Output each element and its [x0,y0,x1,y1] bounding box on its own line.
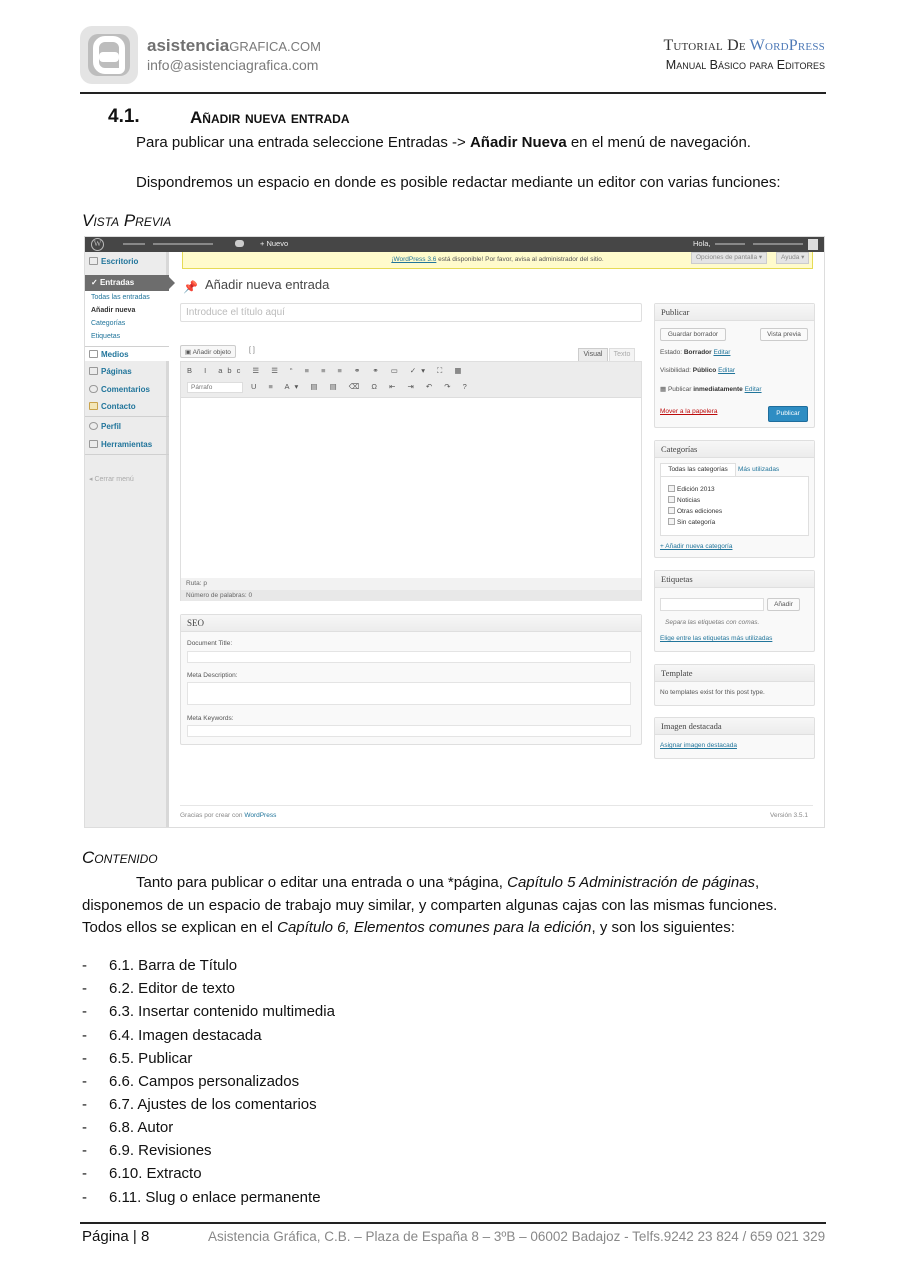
sidebar-item-tools[interactable] [89,440,152,449]
toolbar-row-2[interactable]: U ≡ A▾ ▤ ▤ ⌫ Ω ⇤ ⇥ ↶ ↷ ? [251,382,472,391]
tag-input[interactable] [660,598,764,611]
schedule-value: inmediatamente [693,386,743,393]
blurred-site-name [123,243,145,245]
list-bullet: - [82,1050,87,1067]
publish-button[interactable]: Publicar [768,406,808,422]
category-item[interactable] [668,496,700,504]
wp-footer-credit [180,812,276,819]
sidebar-item-dashboard[interactable] [89,257,138,266]
add-media-button[interactable] [180,345,236,358]
add-media-label: Añadir objeto [192,349,231,356]
checkbox[interactable] [668,518,675,525]
content-heading: Contenido [82,848,158,867]
wp-footer-divider [180,805,813,806]
post-title-input[interactable]: Introduce el título aquí [180,303,642,322]
section-title: Añadir nueva entrada [190,108,350,127]
sidebar-item-profile[interactable] [89,422,121,431]
toolbar-row-1[interactable]: B I abc ☰ ☰ “ ≡ ≡ ≡ ⚭ ⚭ ▭ ✓▾ ⛶ ▦ [187,366,467,375]
category-item[interactable] [668,507,722,515]
submenu-tags[interactable]: Etiquetas [91,333,121,340]
intro-text: Para publicar una entrada seleccione Entradas -> [136,134,470,151]
help-button[interactable]: Ayuda ▾ [776,252,809,264]
content-text: , [755,874,760,891]
chapter-6-reference: Capítulo 6, Elementos comunes para la edición [277,919,592,936]
contact-icon [89,402,98,410]
tab-most-used[interactable]: Más utilizadas [738,466,780,473]
list-bullet: - [82,1189,87,1206]
sidebar-item-comments[interactable] [89,385,150,394]
meta-description-input[interactable] [187,682,631,705]
pin-icon: ✓ [91,278,100,287]
doc-title [663,37,825,55]
tags-box [654,570,815,652]
format-select[interactable]: Párrafo [187,382,243,393]
tools-icon [89,440,98,448]
new-content-button[interactable]: + Nuevo [260,239,289,248]
tab-text[interactable]: Texto [609,348,635,361]
publish-box-title: Publicar [655,304,814,321]
trash-label: Mover a la papelera [660,408,718,415]
home-icon [89,257,98,265]
checkbox[interactable] [668,496,675,503]
list-bullet: - [82,980,87,997]
meta-description-label: Meta Description: [187,672,238,679]
wordpress-logo-icon[interactable]: W [91,238,104,251]
submenu-add-new[interactable]: Añadir nueva [91,307,136,314]
profile-icon [89,422,98,430]
sidebar-item-media[interactable] [89,350,129,359]
content-paragraph-line1 [136,874,826,891]
blurred-username-2 [753,243,803,245]
brand-rest: GRAFICA.COM [229,39,321,54]
wp-page-title: Añadir nueva entrada [205,277,330,292]
seo-box [180,614,642,745]
template-box [654,664,815,706]
sidebar-label: Perfil [101,422,122,431]
choose-tags-link[interactable]: Elige entre las etiquetas más utilizadas [660,635,773,642]
status-value: Borrador [683,349,712,356]
doc-subtitle: Manual Básico para Editores [665,58,825,72]
sidebar-item-pages[interactable] [89,367,132,376]
sidebar-divider [85,454,169,455]
admin-sidebar [85,252,169,828]
list-item: 6.11. Slug o enlace permanente [109,1189,321,1206]
add-tag-button[interactable]: Añadir [767,598,800,611]
doc-title-brand: WordPress [749,37,825,54]
sidebar-label: Medios [101,350,129,359]
content-paragraph-line3 [82,919,735,936]
blurred-updates [153,243,213,245]
tab-visual[interactable]: Visual [578,348,608,361]
schedule-label: Publicar [667,386,694,393]
word-count: Número de palabras: 0 [181,590,641,601]
list-bullet: - [82,1027,87,1044]
editor-toolbar [181,362,641,398]
list-item: 6.10. Extracto [109,1165,202,1182]
blurred-username [715,243,745,245]
footer-divider [80,1222,826,1224]
seo-box-title: SEO [181,615,641,632]
sidebar-item-posts[interactable] [85,275,169,291]
list-item: 6.8. Autor [109,1119,174,1136]
doc-title-prefix: Tutorial De [663,37,750,54]
greeting[interactable]: Hola, [693,239,711,248]
content-text: Tanto para publicar o editar una entrada o una *página, [136,874,508,891]
list-item: 6.1. Barra de Título [109,957,238,974]
screen-options-button[interactable]: Opciones de pantalla ▾ [691,252,767,264]
tags-hint: Separa las etiquetas con comas. [665,619,760,626]
category-label: Noticias [677,497,701,504]
schedule-row [660,385,762,393]
collapse-label: Cerrar menú [94,476,134,483]
notice-text: está disponible! Por favor, avisa al administrador del sitio. [436,256,604,263]
list-item: 6.6. Campos personalizados [109,1073,300,1090]
footer-credit-text: Gracias por crear con [180,812,245,819]
sidebar-label: Páginas [101,367,132,376]
section-number: 4.1. [108,106,140,127]
calendar-icon: ▦ [660,386,668,393]
set-featured-image-link[interactable]: Asignar imagen destacada [660,742,737,749]
pushpin-icon: 📌 [183,280,198,294]
category-label: Otras ediciones [677,508,723,515]
list-item: 6.4. Imagen destacada [109,1027,262,1044]
collapse-menu[interactable] [89,475,134,483]
category-list [660,476,809,536]
brand-bold: asistencia [147,36,230,55]
chapter-5-reference: Capítulo 5 Administración de páginas [507,874,756,891]
list-bullet: - [82,1142,87,1159]
add-category-link[interactable]: + Añadir nueva categoría [660,543,733,550]
intro-bold: Añadir Nueva [469,134,567,151]
status-row [660,349,730,356]
collapse-icon: ◂ [89,476,95,483]
media-icon [89,350,98,358]
sidebar-label: Contacto [101,402,136,411]
template-box-title: Template [655,665,814,682]
featured-image-box-title: Imagen destacada [655,718,814,735]
template-text: No templates exist for this post type. [660,689,765,696]
meta-keywords-input[interactable] [187,725,631,737]
list-bullet: - [82,1003,87,1020]
trash-link[interactable] [660,408,717,415]
list-item: 6.2. Editor de texto [109,980,235,997]
sidebar-label: Comentarios [101,385,150,394]
category-label: Sin categoría [677,519,716,526]
header-divider [80,92,826,94]
intro-paragraph [136,134,751,151]
content-editor[interactable] [180,361,642,601]
sidebar-divider [85,346,169,347]
categories-box-title: Categorías [655,441,814,458]
list-bullet: - [82,1073,87,1090]
sidebar-divider [85,416,169,417]
category-label: Edición 2013 [677,486,715,493]
pages-icon [89,367,98,375]
edit-status-link[interactable]: Editar [713,349,731,356]
sidebar-label: Entradas [99,278,135,287]
brand-email: info@asistenciagrafica.com [147,57,319,73]
user-avatar[interactable] [808,239,818,250]
media-icon: ▣ [185,349,193,356]
tags-box-title: Etiquetas [655,571,814,588]
publish-box [654,303,815,428]
comment-icon[interactable] [235,240,244,247]
preview-heading: Vista Previa [82,211,172,230]
featured-image-box [654,717,815,759]
sidebar-item-contact[interactable] [89,402,136,411]
status-label: Estado: [660,349,684,356]
document-title-input[interactable] [187,651,631,663]
list-item: 6.9. Revisiones [109,1142,212,1159]
editor-path: Ruta: p [181,578,641,590]
list-bullet: - [82,1119,87,1136]
list-bullet: - [82,1096,87,1113]
intro-paragraph-2: Dispondremos un espacio en donde es posible redactar mediante un editor con varias funciones: [136,174,781,191]
checkbox[interactable] [668,507,675,514]
fullscreen-icon[interactable]: [ ] [249,347,255,354]
category-item[interactable] [668,518,715,526]
company-logo [80,26,138,84]
wp-editor-screenshot [84,236,825,828]
list-bullet: - [82,1165,87,1182]
brand-name [147,36,321,56]
tab-all-categories[interactable]: Todas las categorías [660,463,736,476]
edit-visibility-link[interactable]: Editar [718,367,736,374]
wordpress-link[interactable]: WordPress [244,812,277,819]
categories-box [654,440,815,558]
document-title-label: Document Title: [187,640,233,647]
visibility-label: Visibilidad: [660,367,693,374]
content-text: , y son los siguientes: [591,919,735,936]
category-item[interactable] [668,485,715,493]
edit-schedule-link[interactable]: Editar [744,386,762,393]
sidebar-label: Herramientas [101,440,153,449]
list-item: 6.5. Publicar [109,1050,193,1067]
save-draft-button[interactable]: Guardar borrador [660,328,726,341]
preview-button[interactable]: Vista previa [760,328,808,341]
meta-keywords-label: Meta Keywords: [187,715,234,722]
update-link[interactable]: ¡WordPress 3.6 [391,256,437,263]
content-text: Todos ellos se explican en el [82,919,278,936]
list-item: 6.3. Insertar contenido multimedia [109,1003,335,1020]
comments-icon [89,385,98,393]
submenu-categories[interactable]: Categorías [91,320,126,327]
visibility-value: Público [692,367,717,374]
company-address: Asistencia Gráfica, C.B. – Plaza de España 8 – 3ºB – 06002 Badajoz - Telfs.9242 23 824 / 659 021 329 [208,1229,826,1244]
submenu-all-posts[interactable]: Todas las entradas [91,294,150,301]
list-bullet: - [82,957,87,974]
content-paragraph-line2: disponemos de un espacio de trabajo muy similar, y comparten algunas cajas con las mismas funciones. [82,897,778,914]
list-item: 6.7. Ajustes de los comentarios [109,1096,317,1113]
wp-version: Versión 3.5.1 [770,812,808,819]
checkbox[interactable] [668,485,675,492]
admin-bar [85,237,825,252]
page-number: Página | 8 [82,1228,150,1245]
intro-text-end: en el menú de navegación. [566,134,751,151]
sidebar-label: Escritorio [101,257,139,266]
visibility-row [660,367,735,374]
